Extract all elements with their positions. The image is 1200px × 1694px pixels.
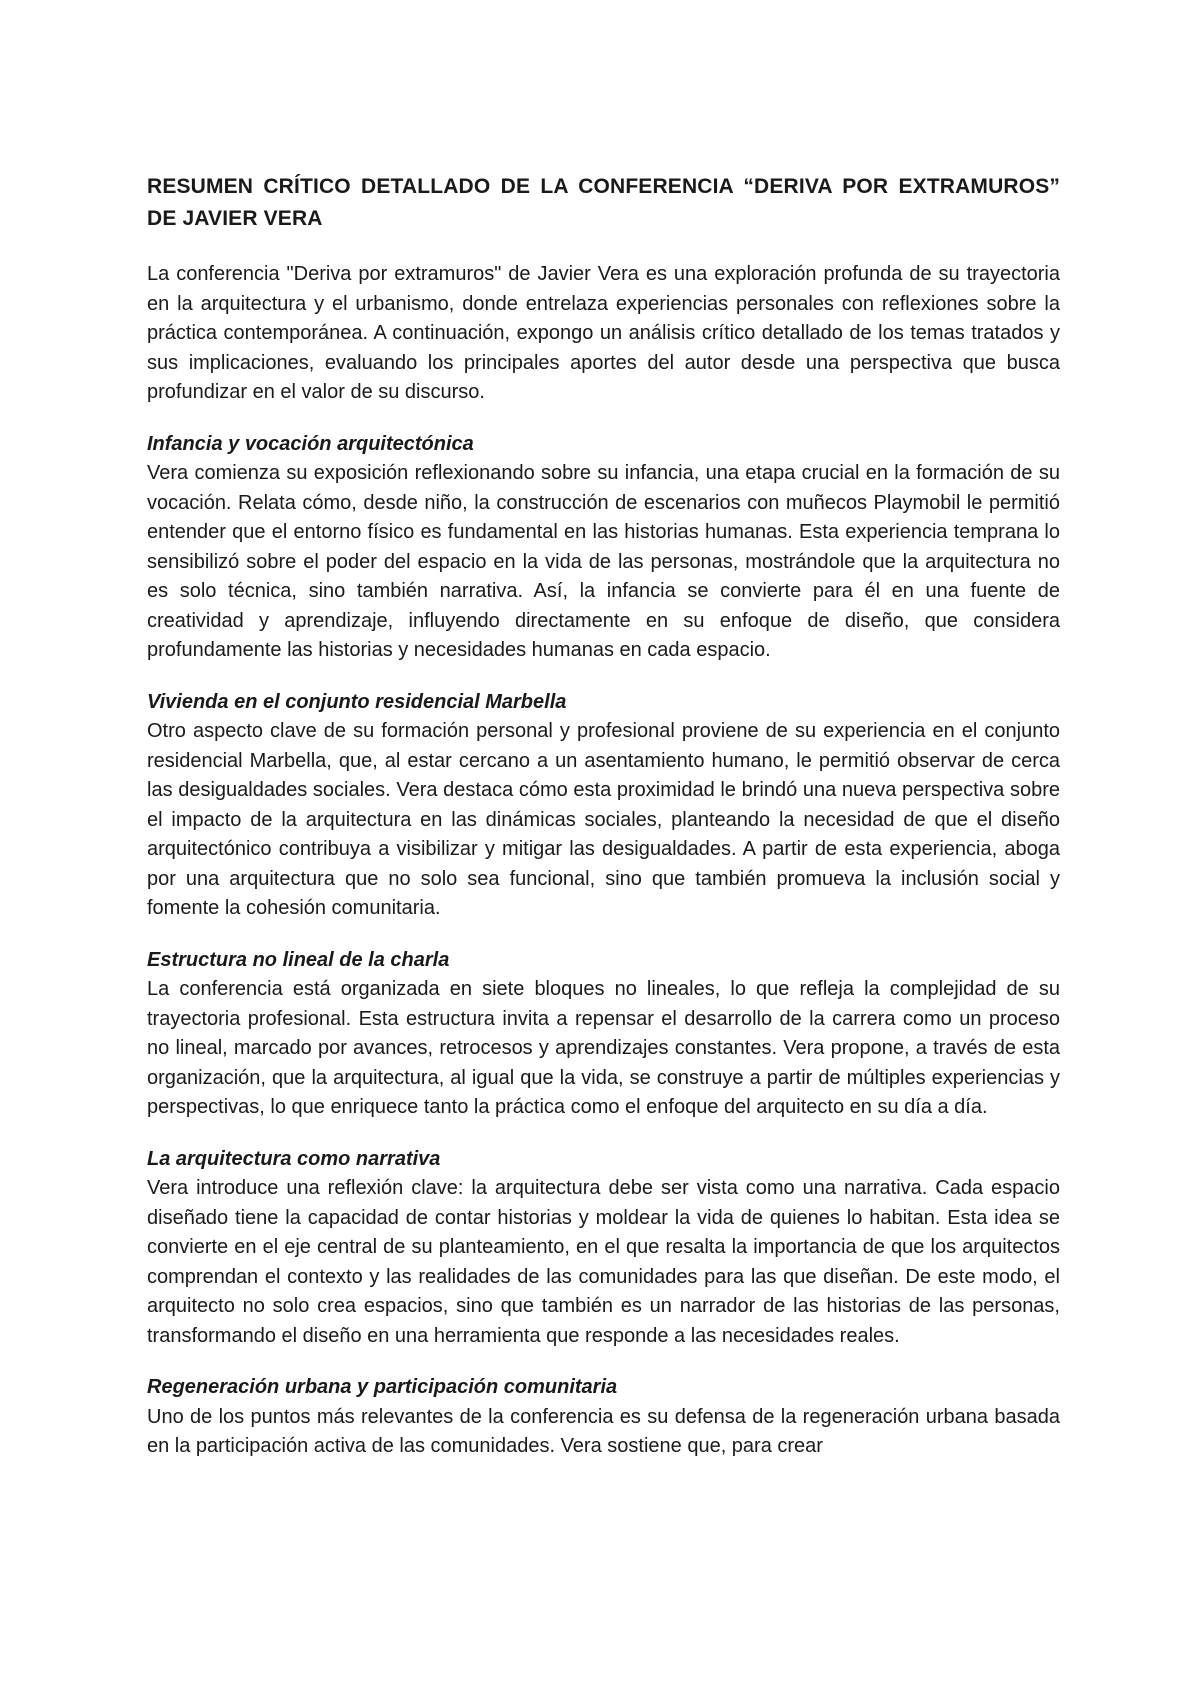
section-narrativa (147, 1145, 1060, 1352)
section-paragraph: Vera introduce una reflexión clave: la arquitectura debe ser vista como una narrativa. Cada espacio diseñado tiene la capacidad de contar historias y moldear la vida de quienes lo habitan. Esta idea se convierte en el eje central de su planteamiento, en el que resalta la importancia de que los arquitectos comprendan el contexto y las realidades de las comunidades para las que diseñan. De este modo, el arquitecto no solo crea espacios, sino que también es un narrador de las historias de las personas, transformando el diseño en una herramienta que responde a las necesidades reales. (147, 1177, 1060, 1347)
section-paragraph: Uno de los puntos más relevantes de la conferencia es su defensa de la regeneración urbana basada en la participación activa de las comunidades. Vera sostiene que, para crear (147, 1405, 1060, 1457)
section-paragraph: La conferencia está organizada en siete bloques no lineales, lo que refleja la complejidad de su trayectoria profesional. Esta estructura invita a repensar el desarrollo de la carrera como un proceso no lineal, marcado por avances, retrocesos y aprendizajes constantes. Vera propone, a través de esta organización, que la arquitectura, al igual que la vida, se construye a partir de múltiples experiencias y perspectivas, lo que enriquece tanto la práctica como el enfoque del arquitecto en su día a día. (147, 978, 1060, 1118)
intro-paragraph: La conferencia "Deriva por extramuros" de Javier Vera es una exploración profunda de su trayectoria en la arquitectura y el urbanismo, donde entrelaza experiencias personales con reflexiones sobre la práctica contemporánea. A continuación, expongo un análisis crítico detallado de los temas tratados y sus implicaciones, evaluando los principales aportes del autor desde una perspectiva que busca profundizar en el valor de su discurso. (147, 263, 1060, 403)
section-heading: Vivienda en el conjunto residencial Marbella (147, 690, 567, 713)
section-paragraph: Vera comienza su exposición reflexionando sobre su infancia, una etapa crucial en la formación de su vocación. Relata cómo, desde niño, la construcción de escenarios con muñecos Playmobil le permitió entender que el entorno físico es fundamental en las historias humanas. Esta experiencia temprana lo sensibilizó sobre el poder del espacio en la vida de las personas, mostrándole que la arquitectura no es solo técnica, sino también narrativa. Así, la infancia se convierte para él en una fuente de creatividad y aprendizaje, influyendo directamente en su enfoque de diseño, que considera profundamente las historias y necesidades humanas en cada espacio. (147, 462, 1060, 661)
section-estructura (147, 946, 1060, 1123)
section-regeneracion (147, 1373, 1060, 1462)
section-infancia (147, 430, 1060, 666)
document-body (147, 171, 1060, 1462)
section-heading: Regeneración urbana y participación comunitaria (147, 1376, 618, 1398)
section-paragraph: Otro aspecto clave de su formación personal y profesional proviene de su experiencia en el conjunto residencial Marbella, que, al estar cercano a un asentamiento humano, le permitió observar de cerca las desigualdades sociales. Vera destaca cómo esta proximidad le brindó una nueva perspectiva sobre el impacto de la arquitectura en las dinámicas sociales, planteando la necesidad de que el diseño arquitectónico contribuya a visibilizar y mitigar las desigualdades. A partir de esta experiencia, aboga por una arquitectura que no solo sea funcional, sino que también promueva la inclusión social y fomente la cohesión comunitaria. (147, 720, 1060, 919)
section-heading: Infancia y vocación arquitectónica (147, 432, 474, 455)
section-vivienda (147, 688, 1060, 924)
document-title: RESUMEN CRÍTICO DETALLADO DE LA CONFERENCIA “DERIVA POR EXTRAMUROS” DE JAVIER VERA (147, 175, 1060, 230)
section-heading: Estructura no lineal de la charla (147, 948, 450, 971)
section-heading: La arquitectura como narrativa (147, 1147, 441, 1170)
